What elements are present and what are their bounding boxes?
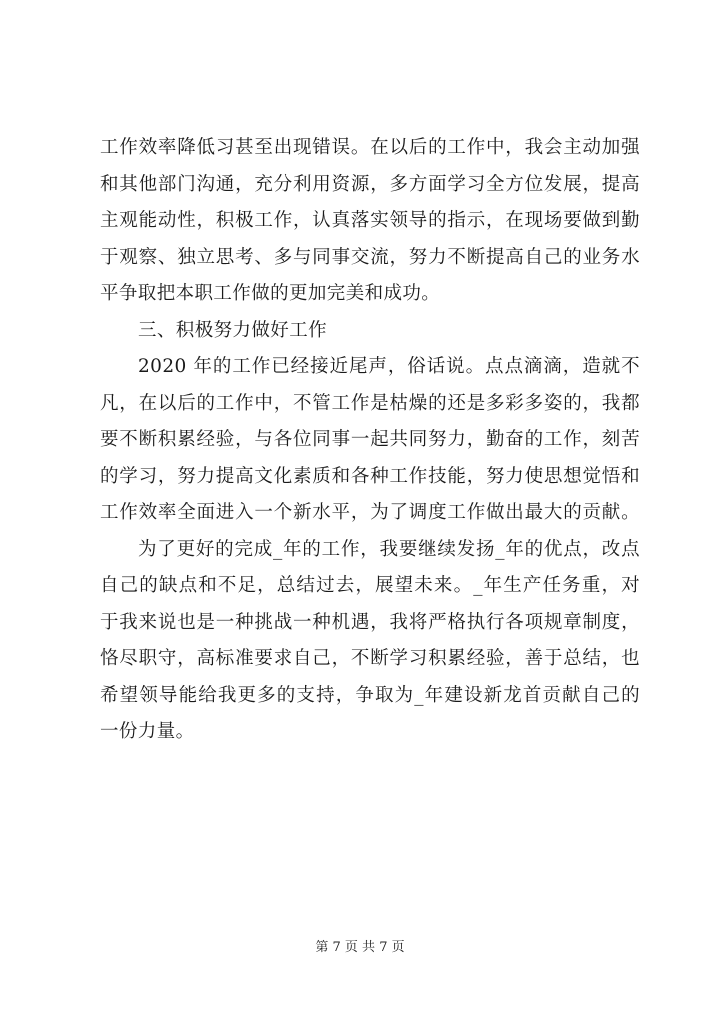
text-line: 自己的缺点和不足，总结过去，展望未来。_年生产任务重，对 — [100, 575, 640, 596]
document-body — [100, 130, 640, 751]
text-line: 为了更好的完成_年的工作，我要继续发扬_年的优点，改点 — [138, 538, 640, 560]
text-line: 2020 年的工作已经接近尾声，俗话说。点点滴滴，造就不 — [138, 356, 640, 377]
text-line: 工作效率降低习甚至出现错误。在以后的工作中，我会主动加强 — [100, 137, 640, 158]
text-line: 主观能动性，积极工作，认真落实领导的指示，在现场要做到勤 — [100, 210, 640, 231]
text-line: 恪尽职守，高标准要求自己，不断学习积累经验，善于总结，也 — [100, 648, 640, 669]
text-line: 平争取把本职工作做的更加完美和成功。 — [100, 283, 441, 304]
text-line: 工作效率全面进入一个新水平，为了调度工作做出最大的贡献。 — [100, 502, 640, 523]
text-line: 的学习，努力提高文化素质和各种工作技能，努力使思想觉悟和 — [100, 465, 640, 487]
text-line: 希望领导能给我更多的支持，争取为_年建设新龙首贡献自己的 — [100, 684, 640, 706]
text-line: 三、积极努力做好工作 — [138, 319, 328, 341]
text-line: 要不断积累经验，与各位同事一起共同努力，勤奋的工作，刻苦 — [100, 429, 640, 450]
text-line: 和其他部门沟通，充分利用资源，多方面学习全方位发展，提高 — [100, 173, 640, 195]
text-line: 凡，在以后的工作中，不管工作是枯燥的还是多彩多姿的，我都 — [100, 392, 640, 414]
text-line: 于我来说也是一种挑战一种机遇，我将严格执行各项规章制度， — [100, 611, 640, 633]
text-line: 一份力量。 — [100, 721, 195, 742]
text-line: 于观察、独立思考、多与同事交流，努力不断提高自己的业务水 — [100, 246, 640, 268]
page-footer: 第 7 页 共 7 页 — [315, 940, 405, 955]
